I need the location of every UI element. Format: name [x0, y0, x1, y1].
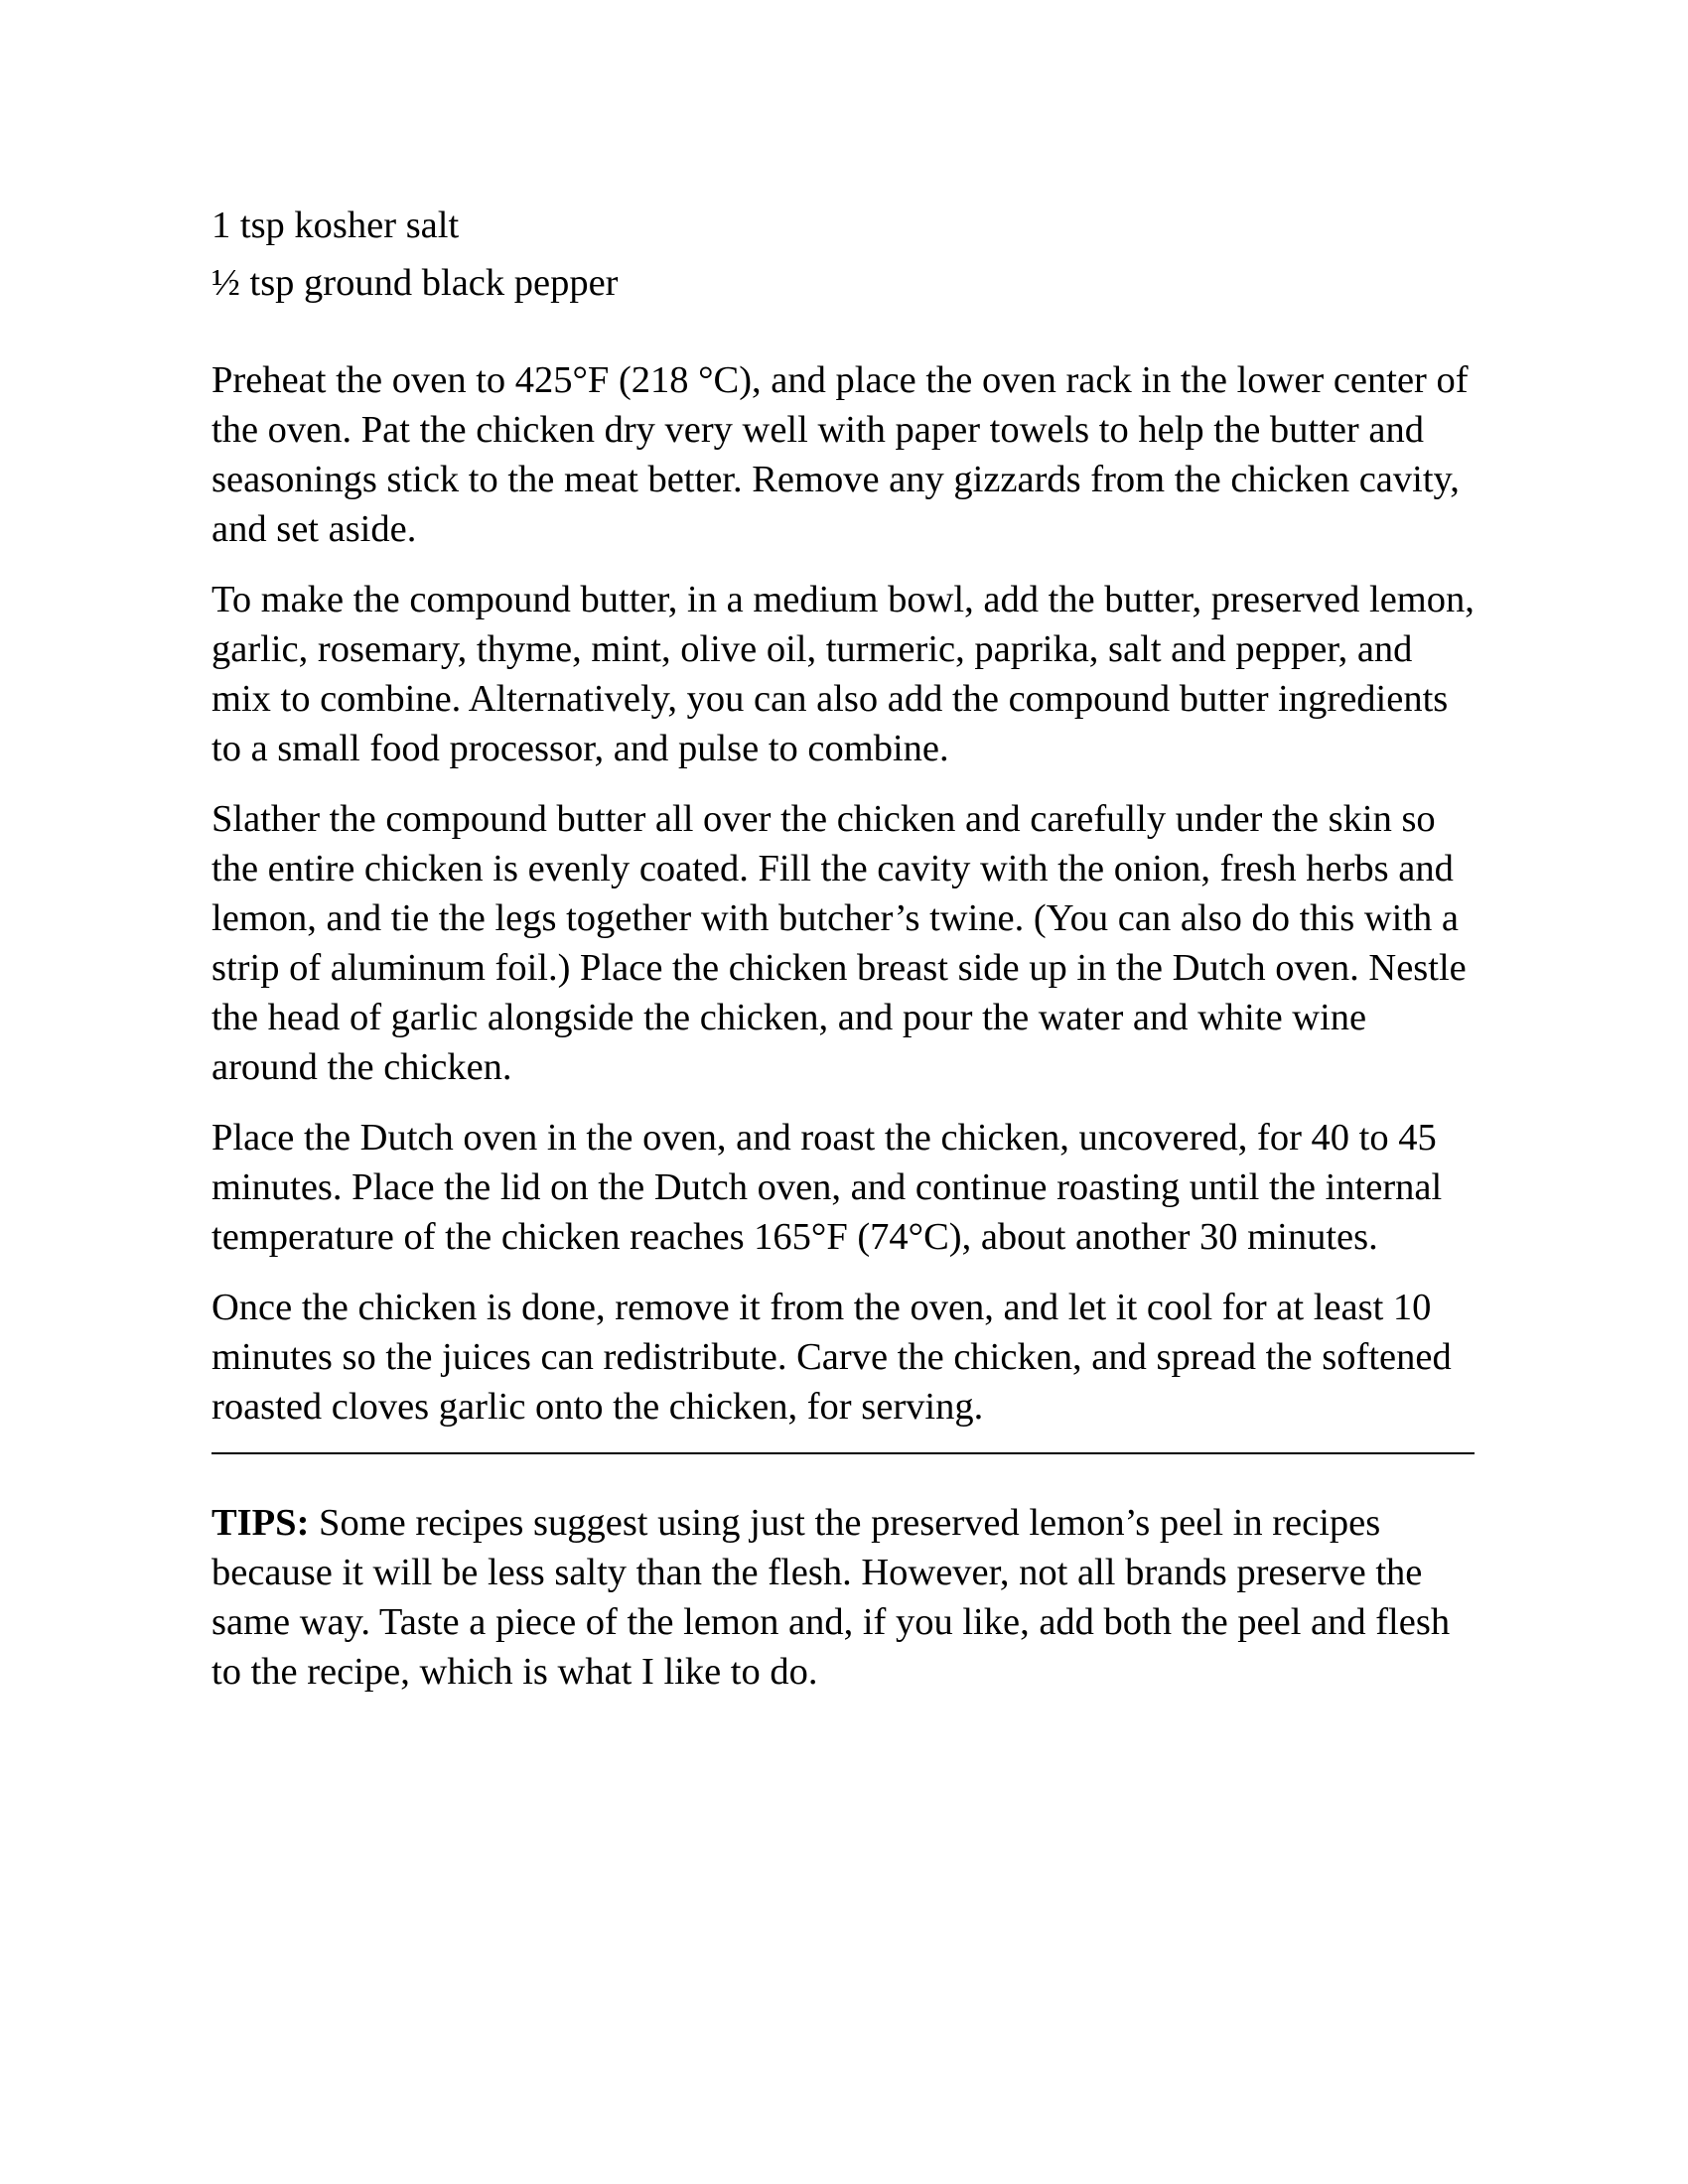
section-divider: [211, 1452, 1475, 1454]
tips-label: TIPS:: [211, 1502, 310, 1544]
instruction-step: Place the Dutch oven in the oven, and roast the chicken, uncovered, for 40 to 45 minutes. Place the lid on the Dutch oven, and continue roasting until the internal temperature of the chicken reaches 165°F (74°C), about another 30 minutes.: [211, 1117, 1443, 1258]
tips-note: [211, 1498, 1477, 1697]
instruction-step: Slather the compound butter all over the chicken and carefully under the skin so the entire chicken is evenly coated. Fill the cavity with the onion, fresh herbs and lemon, and tie the legs together with butcher’s twine. (You can also do this with a strip of aluminum foil.) Place the chicken breast side up in the Dutch oven. Nestle the head of garlic alongside the chicken, and pour the water and white wine around the chicken.: [211, 798, 1467, 1088]
ingredient-list: [211, 197, 1477, 312]
instructions: [211, 355, 1477, 1432]
instruction-step: To make the compound butter, in a medium bowl, add the butter, preserved lemon, garlic, rosemary, thyme, mint, olive oil, turmeric, paprika, salt and pepper, and mix to combine. Alternatively, you can also add the compound butter ingredients to a small food processor, and pulse to combine.: [211, 579, 1475, 769]
instruction-step: Preheat the oven to 425°F (218 °C), and place the oven rack in the lower center of the oven. Pat the chicken dry very well with paper towels to help the butter and seasonings stick to the meat better. Remove any gizzards from the chicken cavity, and set aside.: [211, 359, 1469, 550]
ingredient-item: ½ tsp ground black pepper: [211, 262, 619, 304]
ingredient-item: 1 tsp kosher salt: [211, 205, 460, 246]
recipe-page: [211, 197, 1477, 1735]
instruction-step: Once the chicken is done, remove it from the oven, and let it cool for at least 10 minutes so the juices can redistribute. Carve the chicken, and spread the softened roasted cloves garlic onto the chicken, for serving.: [211, 1287, 1452, 1428]
tips-text: Some recipes suggest using just the preserved lemon’s peel in recipes because it will be less salty than the flesh. However, not all brands preserve the same way. Taste a piece of the lemon and, if you like, add both the peel and flesh to the recipe, which is what I like to do.: [211, 1502, 1451, 1693]
